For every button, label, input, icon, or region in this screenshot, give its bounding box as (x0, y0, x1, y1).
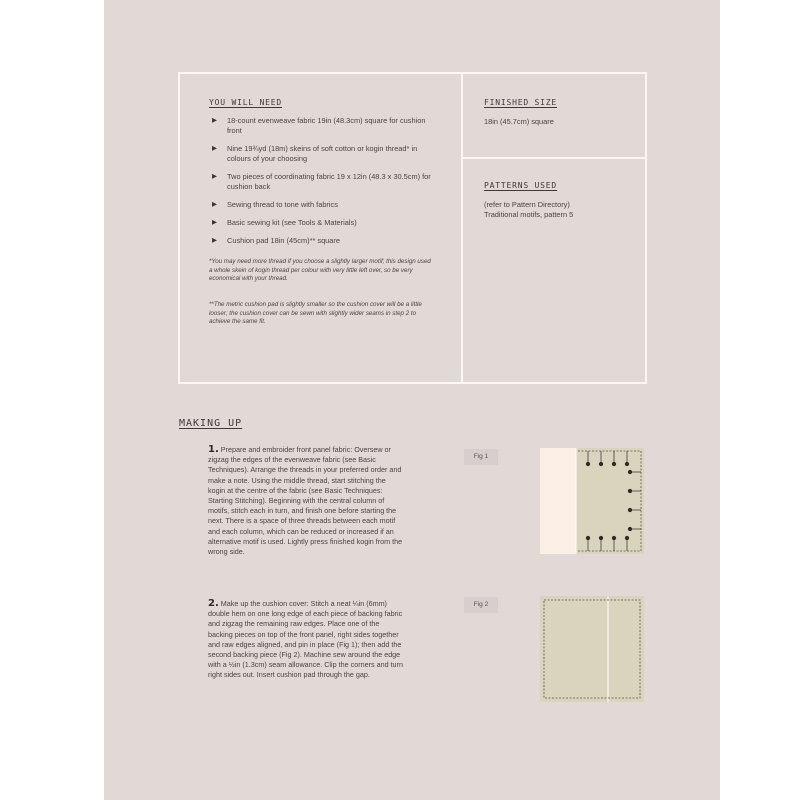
patterns-used-motifs: Traditional motifs, pattern 5 (484, 210, 574, 219)
list-item-text: Nine 19¾yd (18m) skeins of soft cotton or kogin thread* in colours of your choosing (227, 144, 418, 163)
patterns-used-reference: (refer to Pattern Directory) (484, 200, 570, 209)
list-item (212, 172, 434, 192)
materials-list (212, 116, 434, 254)
list-item (212, 116, 434, 136)
box-vertical-divider (461, 72, 463, 384)
patterns-used-text (484, 200, 634, 220)
finished-size-text: 18in (45.7cm) square (484, 117, 554, 126)
list-item (212, 200, 434, 210)
list-item-text: Basic sewing kit (see Tools & Materials) (227, 218, 357, 227)
fig-2-diagram (538, 594, 646, 704)
list-item-text: Two pieces of coordinating fabric 19 x 12in (48.3 x 30.5cm) for cushion back (227, 172, 431, 191)
fig-1-label: Fig 1 (464, 449, 498, 465)
triangle-bullet-icon: ▶ (212, 173, 217, 180)
list-item (212, 236, 434, 246)
footnote-cushion-pad: **The metric cushion pad is slightly smaller so the cushion cover will be a little looser; the cushion cover can be sewn with slightly wider seams in step 2 to achieve the same fit. (209, 301, 422, 326)
step-text: Make up the cushion cover: Stitch a neat ¼in (6mm) double hem on one long edge of each piece of backing fabric and zigzag the remaining raw edges. Place one of the backing pieces on top of the front panel, right sides together and raw edges aligned, and pin in place (Fig 1); then add the second backing piece (Fig 2). Machine sew around the edge with a ½in (1.3cm) seam allowance. Clip the corners and turn right sides out. Insert cushion pad through the gap. (208, 599, 403, 680)
finished-size-heading: FINISHED SIZE (484, 98, 558, 107)
list-item (212, 144, 434, 164)
triangle-bullet-icon: ▶ (212, 145, 217, 152)
list-item-text: Sewing thread to tone with fabrics (227, 200, 338, 209)
triangle-bullet-icon: ▶ (212, 219, 217, 226)
list-item-text: 18-count evenweave fabric 19in (48.3cm) square for cushion front (227, 116, 426, 135)
backing-pieces (540, 596, 644, 702)
box-horizontal-divider (462, 157, 647, 159)
fig-1-diagram (538, 446, 646, 556)
step-number: 2. (208, 598, 219, 609)
triangle-bullet-icon: ▶ (212, 237, 217, 244)
triangle-bullet-icon: ▶ (212, 201, 217, 208)
footnote-thread: *You may need more thread if you choose a slightly larger motif; this design used a whole skein of kogin thread per colour with very little left over, so be very economical with your thread. (209, 258, 431, 283)
step-text: Prepare and embroider front panel fabric: Oversew or zigzag the edges of the evenweave fabric (see Basic Techniques). Arrange the threads in your preferred order and make a note. Using the middle thread, start stitching the kogin at the centre of the fabric (see Basic Techniques: Starting Stitching). Beginning with the central column of motifs, stitch each in turn, and finish one before starting the next. There is a space of three threads between each motif and each column, which can be reduced or increased if an alternative motif is used. Lightly press finished kogin from the wrong side. (208, 445, 403, 557)
step-2 (208, 599, 404, 681)
fig-2-label: Fig 2 (464, 597, 498, 613)
step-number: 1. (208, 444, 219, 455)
step-1 (208, 445, 404, 557)
list-item (212, 218, 434, 228)
making-up-heading: MAKING UP (179, 418, 243, 429)
triangle-bullet-icon: ▶ (212, 117, 217, 124)
you-will-need-heading: YOU WILL NEED (209, 98, 283, 107)
list-item-text: Cushion pad 18in (45cm)** square (227, 236, 340, 245)
patterns-used-heading: PATTERNS USED (484, 181, 558, 190)
